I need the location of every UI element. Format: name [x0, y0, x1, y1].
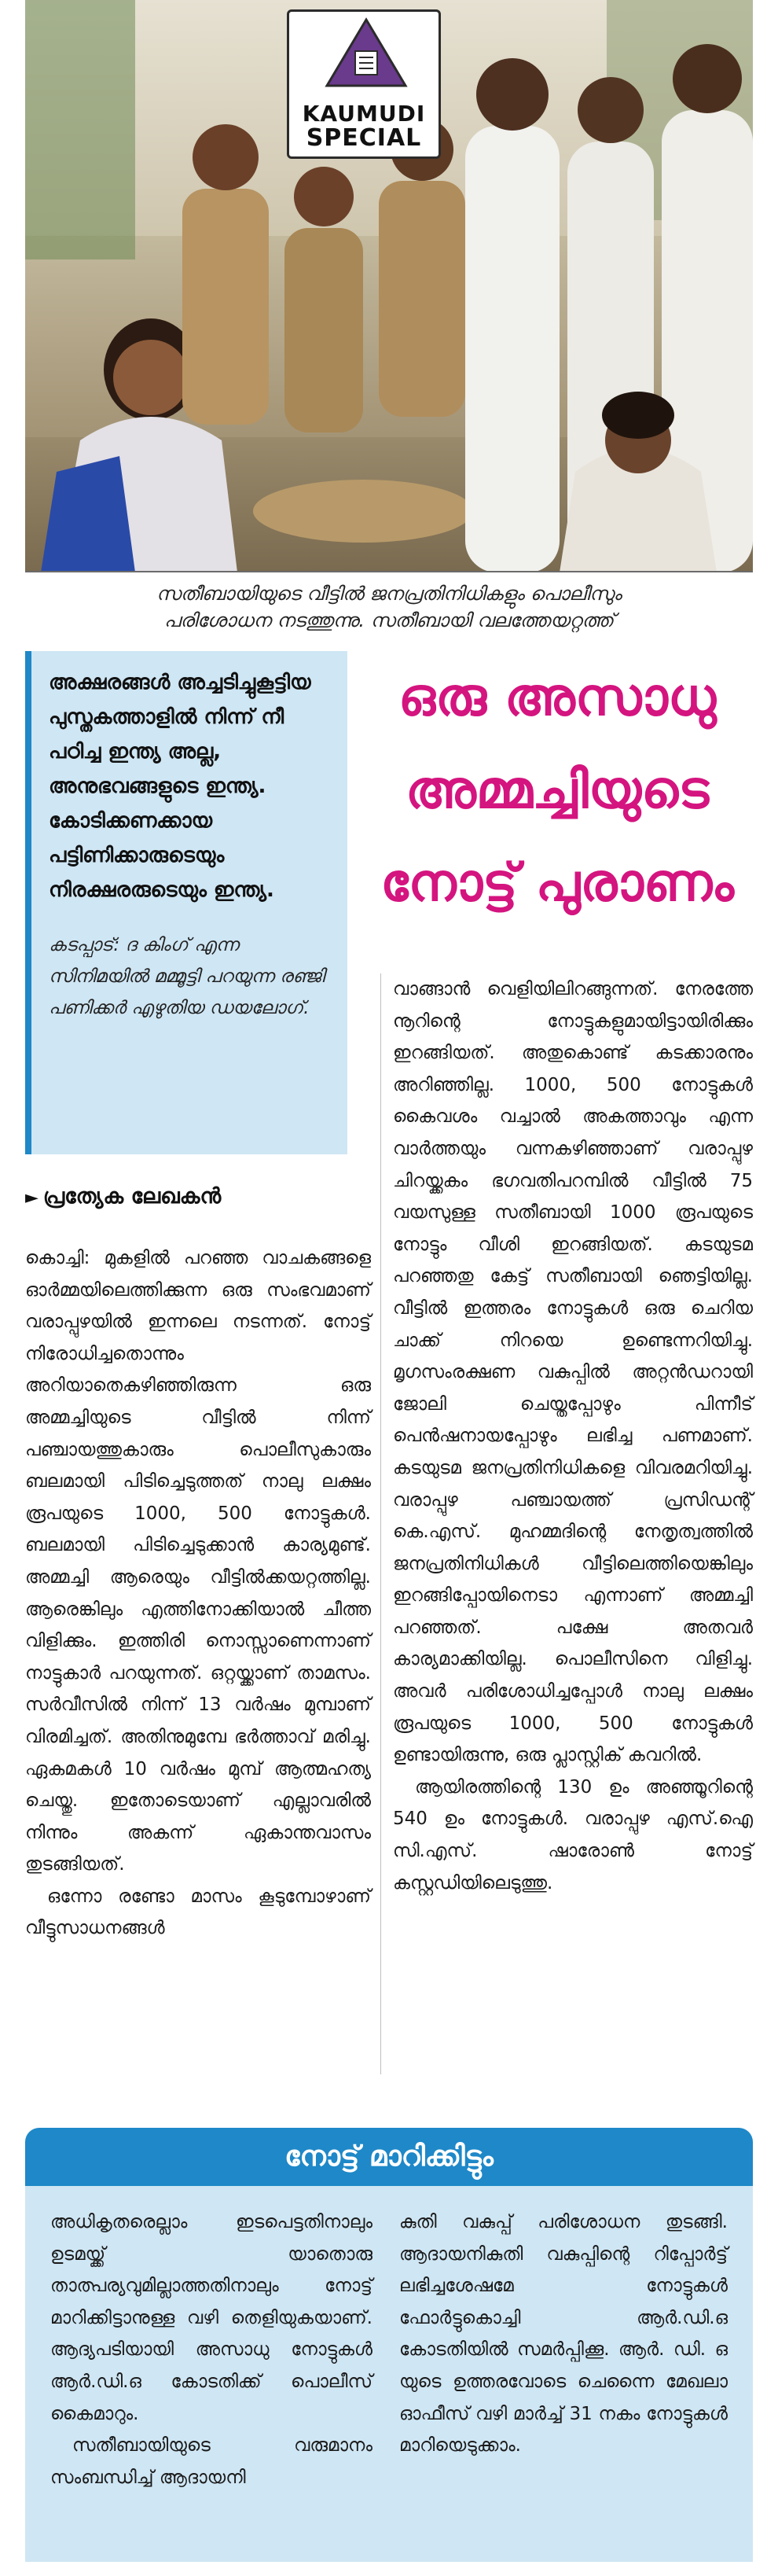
byline-text: പ്രത്യേക ലേഖകൻ [42, 1184, 222, 1209]
sub-column-left [50, 2206, 372, 2493]
badge-line1: KAUMUDI [302, 101, 426, 127]
byline [25, 1184, 347, 1209]
news-photo [25, 0, 753, 572]
body-right-paragraph-1: വാങ്ങാൻ വെളിയിലിറങ്ങുന്നത്. നേരത്തേ നൂറിന്റെ നോട്ടുകളുമായിട്ടായിരിക്കും ഇറങ്ങിയത്. അതുകൊണ്ട് കടക്കാരനും അറിഞ്ഞില്ല. 1000, 500 നോട്ടുകൾ കൈവശം വച്ചാൽ അകത്താവും എന്ന വാർത്തയും വന്നകഴിഞ്ഞാണ് വരാപ്പുഴ ചിറയ്ക്കകം ഭഗവതിപറമ്പിൽ വീട്ടിൽ 75 വയസുള്ള സതീബായി 1000 രൂപയുടെ നോട്ടും വീശി ഇറങ്ങിയത്. കടയുടമ പറഞ്ഞതു കേട്ട് സതീബായി ഞെട്ടിയില്ല. വീട്ടിൽ ഇത്തരം നോട്ടുകൾ ഒരു ചെറിയ ചാക്ക് നിറയെ ഉണ്ടെന്നറിയിച്ചു. മൃഗസംരക്ഷണ വകുപ്പിൽ അറ്റൻഡറായി ജോലി ചെയ്തപ്പോഴും പിന്നീട് പെൻഷനായപ്പോഴും ലഭിച്ച പണമാണ്. കടയുടമ ജനപ്രതിനിധികളെ വിവരമറിയിച്ചു. വരാപ്പുഴ പഞ്ചായത്ത് പ്രസിഡന്റ് കെ.എസ്. മുഹമ്മദിന്റെ നേതൃത്വത്തിൽ ജനപ്രതിനിധികൾ വീട്ടിലെത്തിയെങ്കിലും ഇറങ്ങിപ്പോയിനെടാ എന്നാണ് അമ്മച്ചി പറഞ്ഞത്. പക്ഷേ അതവർ കാര്യമാക്കിയില്ല. പൊലീസിനെ വിളിച്ചു. അവർ പരിശോധിച്ചപ്പോൾ നാലു ലക്ഷം രൂപയുടെ 1000, 500 നോട്ടുകൾ ഉണ്ടായിരുന്നു, ഒരു പ്ലാസ്റ്റിക് കവറിൽ. [393, 979, 753, 1766]
body-left-paragraph-1: കൊച്ചി: മുകളിൽ പറഞ്ഞ വാചകങ്ങളെ ഓർമ്മയിലെത്തിക്കുന്ന ഒരു സംഭവമാണ് വരാപ്പുഴയിൽ ഇന്നലെ നടന്നത്. നോട്ട് നിരോധിച്ചതൊന്നും അറിയാതെകഴിഞ്ഞിരുന്ന ഒരു അമ്മച്ചിയുടെ വീട്ടിൽ നിന്ന് പഞ്ചായത്തുകാരും പൊലീസുകാരും ബലമായി പിടിച്ചെടുത്തത് നാലു ലക്ഷം രൂപയുടെ 1000, 500 നോട്ടുകൾ. ബലമായി പിടിച്ചെടുക്കാൻ കാര്യമുണ്ട്. അമ്മച്ചി ആരെയും വീട്ടിൽക്കയറ്റത്തില്ല. ആരെങ്കിലും എത്തിനോക്കിയാൽ ചീത്ത വിളിക്കും. ഇത്തിരി നൊസ്സാണെന്നാണ് നാട്ടുകാർ പറയുന്നത്. ഒറ്റയ്ക്കാണ് താമസം. സർവീസിൽ നിന്ന് 13 വർഷം മുമ്പാണ് വിരമിച്ചത്. അതിനുമുമ്പേ ഭർത്താവ് മരിച്ചു. ഏകമകൾ 10 വർഷം മുമ്പ് ആത്മഹത്യ ചെയ്തു. ഇതോടെയാണ് എല്ലാവരിൽ നിന്നും അകന്ന് ഏകാന്തവാസം തുടങ്ങിയത്. [25, 1248, 371, 1875]
badge-line2: SPECIAL [306, 123, 422, 152]
body-right-paragraph-2: ആയിരത്തിന്റെ 130 ഉം അഞ്ഞൂറിന്റെ 540 ഉം നോട്ടുകൾ. വരാപ്പുഴ എസ്.ഐ സി.എസ്. ഷാരോൺ നോട്ട് കസ്റ്റഡിയിലെടുത്തു. [393, 1776, 753, 1893]
subhead-bar [25, 2128, 753, 2186]
quote-box [25, 651, 347, 1154]
body-left-paragraph-2: ഒന്നോ രണ്ടോ മാസം കൂടുമ്പോഴാണ് വീട്ടുസാധനങ്ങൾ [25, 1886, 371, 1939]
headline-line2: അമ്മച്ചിയുടെ [405, 760, 710, 820]
quote-attribution: കടപ്പാട്: ദ കിംഗ് എന്ന സിനിമയിൽ മമ്മൂട്ടി പറയുന്ന രഞ്ജി പണിക്കർ എഴുതിയ ഡയലോഗ്. [49, 935, 325, 1018]
subhead-title: നോട്ട് മാറിക്കിട്ടും [284, 2140, 494, 2173]
photo-caption [25, 580, 753, 634]
byline-arrow-icon: ► [25, 1188, 39, 1208]
badge-triangle-icon [324, 17, 409, 89]
body-column-right [393, 973, 753, 1899]
sub-column-right [399, 2206, 728, 2462]
caption-line1: സതീബായിയുടെ വീട്ടിൽ ജനപ്രതിനിധികളും പൊലീസും [156, 583, 622, 605]
quote-text: അക്ഷരങ്ങൾ അച്ചടിച്ചുകൂട്ടിയ പുസ്തകത്താളിൽ നിന്ന് നീ പഠിച്ച ഇന്ത്യ അല്ല, അനുഭവങ്ങളുടെ ഇന്ത്യ. കോടിക്കണക്കായ പട്ടിണിക്കാരുടെയും നിരക്ഷരരുടെയും ഇന്ത്യ. [49, 671, 311, 902]
headline [361, 651, 753, 929]
sub-right-paragraph-1: കുതി വകുപ്പ് പരിശോധന തുടങ്ങി. ആദായനികുതി വകുപ്പിന്റെ റിപ്പോർട്ട് ലഭിച്ചശേഷമേ നോട്ടുകൾ ഫോർട്ടുകൊച്ചി ആർ.ഡി.ഒ കോടതിയിൽ സമർപ്പിക്കൂ. ആർ. ഡി. ഒ യുടെ ഉത്തരവോടെ ചെന്നൈ മേഖലാ ഓഫീസ് വഴി മാർച്ച് 31 നകം നോട്ടുകൾ മാറിയെടുക്കാം. [399, 2212, 728, 2456]
sub-left-paragraph-2: സതീബായിയുടെ വരുമാനം സംബന്ധിച്ച് ആദായനി [50, 2435, 372, 2488]
sub-left-paragraph-1: അധികൃതരെല്ലാം ഇടപെട്ടതിനാലും ഉടമയ്ക്ക് യാതൊരു താത്പര്യവുമില്ലാത്തതിനാലും നോട്ട് മാറിക്കിട്ടാനുള്ള വഴി തെളിയുകയാണ്. ആദ്യപടിയായി അസാധു നോട്ടുകൾ ആർ.ഡി.ഒ കോടതിക്ക് പൊലീസ് കൈമാറും. [50, 2212, 372, 2424]
headline-line3: നോട്ട് പുരാണം [380, 852, 734, 913]
body-column-left [25, 1242, 371, 1945]
caption-line2: പരിശോധന നടത്തുന്നു. സതീബായി വലത്തേയറ്റത്ത് [163, 609, 615, 631]
headline-line1: ഒരു അസാധു [398, 667, 716, 727]
column-divider [380, 973, 381, 2074]
kaumudi-special-badge [287, 9, 441, 159]
